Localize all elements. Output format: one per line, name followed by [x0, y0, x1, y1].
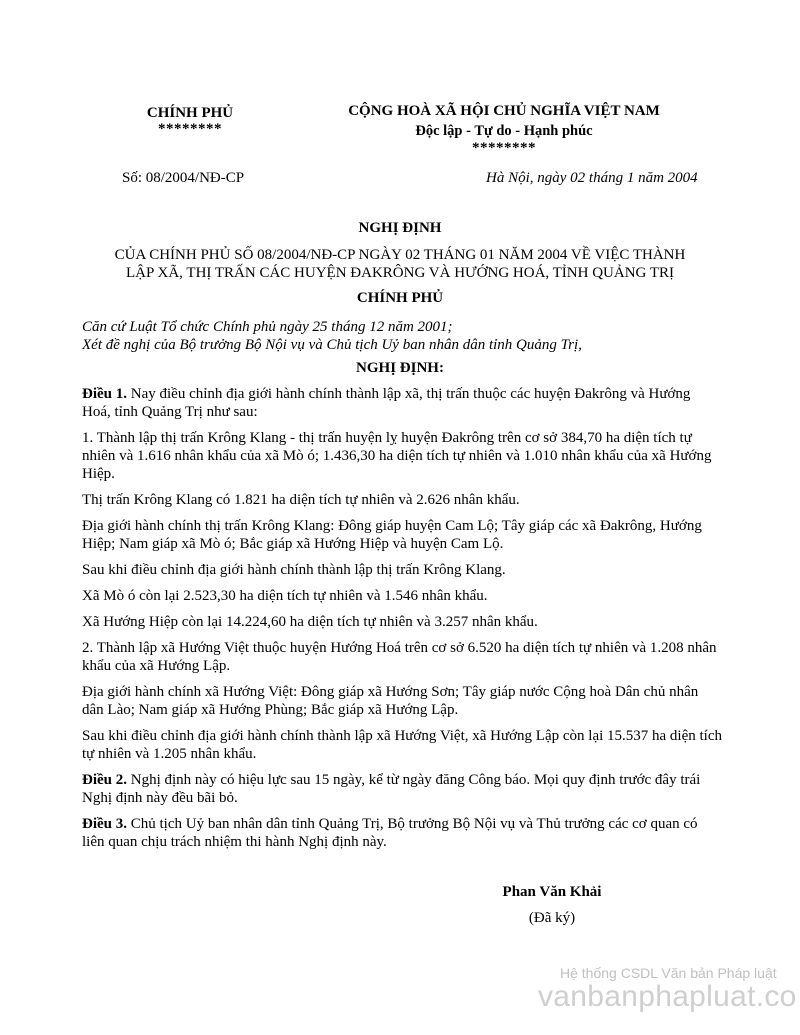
watermark-site: vanbanphapluat.co	[538, 980, 797, 1013]
paragraph: Sau khi điều chỉnh địa giới hành chính thành lập thị trấn Krông Klang.	[82, 562, 506, 578]
issuer-heading: CHÍNH PHỦ	[356, 290, 444, 306]
decree-heading: NGHỊ ĐỊNH:	[356, 360, 444, 376]
watermark-caption: Hệ thống CSDL Văn bản Pháp luật	[560, 965, 777, 981]
paragraph: Địa giới hành chính thị trấn Krông Klang: Đông giáp huyện Cam Lộ; Tây giáp các xã Đakrông, Hướng Hiệp; Nam giáp xã Mò ó; Bắc giáp xã Hướng Hiệp và huyện Cam Lộ.	[82, 518, 702, 552]
document-number: Số: 08/2004/NĐ-CP	[122, 170, 245, 186]
article-3-label: Điều 3.	[82, 816, 127, 832]
paragraph: Xã Mò ó còn lại 2.523,30 ha diện tích tự nhiên và 1.546 nhân khẩu.	[82, 588, 488, 604]
subtitle-line-2: LẬP XÃ, THỊ TRẤN CÁC HUYỆN ĐAKRÔNG VÀ HƯỚNG HOÁ, TỈNH QUẢNG TRỊ	[125, 265, 675, 281]
national-header	[318, 103, 690, 157]
basis-line-1: Căn cứ Luật Tổ chức Chính phủ ngày 25 tháng 12 năm 2001;	[82, 319, 453, 335]
article-1-label: Điều 1.	[82, 386, 127, 402]
paragraph: Xã Hướng Hiệp còn lại 14.224,60 ha diện tích tự nhiên và 3.257 nhân khẩu.	[82, 614, 538, 630]
article-2-text: Nghị định này có hiệu lực sau 15 ngày, kể từ ngày đăng Công báo. Mọi quy định trước đây trái Nghị định này đều bãi bỏ.	[82, 772, 701, 806]
subtitle-line-1: CỦA CHÍNH PHỦ SỐ 08/2004/NĐ-CP NGÀY 02 THÁNG 01 NĂM 2004 VỀ VIỆC THÀNH	[114, 247, 686, 263]
issuer-stars: ********	[158, 121, 222, 137]
article-2-label: Điều 2.	[82, 772, 127, 788]
decree-body	[82, 385, 722, 859]
document-date: Hà Nội, ngày 02 tháng 1 năm 2004	[486, 170, 698, 186]
paragraph: Sau khi điều chỉnh địa giới hành chính thành lập xã Hướng Việt, xã Hướng Lập còn lại 15.537 ha diện tích tự nhiên và 1.205 nhân khẩu.	[82, 728, 722, 762]
national-motto: Độc lập - Tự do - Hạnh phúc	[415, 123, 593, 139]
article-1	[82, 385, 722, 421]
legal-basis	[82, 318, 722, 354]
paragraph: 1. Thành lập thị trấn Krông Klang - thị trấn huyện lỵ huyện Đakrông trên cơ sở 384,70 ha diện tích tự nhiên và 1.616 nhân khẩu của xã Mò ó; 1.436,30 ha diện tích tự nhiên và 1.010 nhân khẩu của xã Hướng Hiệp.	[82, 430, 712, 482]
signer-name: Phan Văn Khải	[502, 884, 602, 900]
article-1-text: Nay điều chỉnh địa giới hành chính thành lập xã, thị trấn thuộc các huyện Đakrông và Hướng Hoá, tỉnh Quảng Trị như sau:	[82, 386, 691, 420]
national-stars: ********	[472, 140, 536, 156]
document-type: NGHỊ ĐỊNH	[358, 220, 442, 236]
document-subtitle	[80, 246, 720, 282]
article-3-text: Chủ tịch Uỷ ban nhân dân tỉnh Quảng Trị, Bộ trưởng Bộ Nội vụ và Thủ trưởng các cơ quan có liên quan chịu trách nhiệm thi hành Nghị định này.	[82, 816, 698, 850]
article-2	[82, 771, 722, 807]
issuer-name: CHÍNH PHỦ	[146, 105, 234, 121]
basis-line-2: Xét đề nghị của Bộ trưởng Bộ Nội vụ và Chủ tịch Uỷ ban nhân dân tỉnh Quảng Trị,	[82, 337, 582, 353]
national-title: CỘNG HOÀ XÃ HỘI CHỦ NGHĨA VIỆT NAM	[348, 103, 660, 119]
issuer-header	[110, 103, 270, 139]
paragraph: 2. Thành lập xã Hướng Việt thuộc huyện Hướng Hoá trên cơ sở 6.520 ha diện tích tự nhiên và 1.208 nhân khẩu của xã Hướng Lập.	[82, 640, 717, 674]
article-3	[82, 815, 722, 851]
signed-note: (Đã ký)	[528, 910, 576, 926]
paragraph: Địa giới hành chính xã Hướng Việt: Đông giáp xã Hướng Sơn; Tây giáp nước Cộng hoà Dân chủ nhân dân Lào; Nam giáp xã Hướng Phùng; Bắc giáp xã Hướng Lập.	[82, 684, 699, 718]
paragraph: Thị trấn Krông Klang có 1.821 ha diện tích tự nhiên và 2.626 nhân khẩu.	[82, 492, 520, 508]
